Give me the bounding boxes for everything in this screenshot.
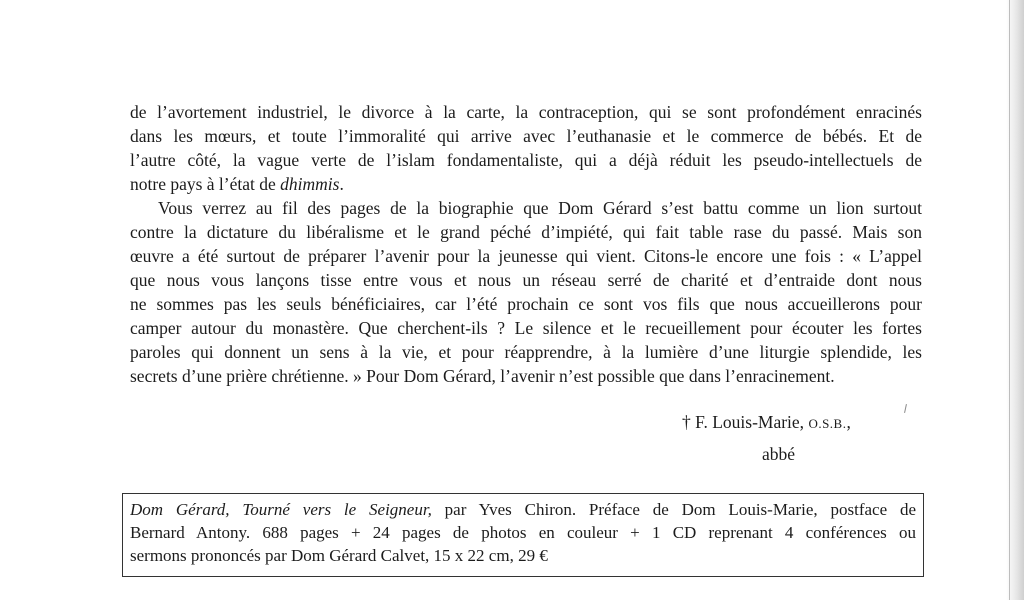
paragraph-1-line-4-text: notre pays à l’état de [130,174,281,194]
book-info-line-2: Bernard Antony. 688 pages + 24 pages de photos en couleur + 1 CD reprenant 4 conférences ou [130,523,916,542]
paragraph-1-line-4-period: . [339,174,344,194]
paragraph-2-line-6: camper autour du monastère. Que cherchent-ils ? Le silence et le recueillement pour écouter les fortes [130,318,922,338]
stray-mark [904,404,907,413]
paragraph-2-line-2: contre la dictature du libéralisme et le grand péché d’impiété, qui fait table rase du passé. Mais son [130,222,922,242]
paragraph-1-line-3: l’autre côté, la vague verte de l’islam fondamentaliste, qui a déjà réduit les pseudo-intellectuels de [130,150,922,170]
signature [682,410,851,436]
signature-comma: , [846,412,851,432]
book-info-line-1-rest: par Yves Chiron. Préface de Dom Louis-Marie, postface de [431,500,916,519]
paragraph-2-line-4: que nous vous lançons tisse entre vous et nous un réseau serré de charité et d’entraide dont nous [130,270,922,290]
paragraph-1-line-2: dans les mœurs, et toute l’immoralité qui arrive avec l’euthanasie et le commerce de bébés. Et de [130,126,922,146]
book-info-line-3: sermons prononcés par Dom Gérard Calvet, 15 x 22 cm, 29 € [130,546,548,565]
page-edge-line [1009,0,1010,600]
article-body [130,100,922,388]
paragraph-2-line-5: ne sommes pas les seuls bénéficiaires, car l’été prochain ce sont vos fils que nous accueillerons pour [130,294,922,314]
book-info-box [122,493,924,577]
book-info-line-1 [130,498,916,521]
paragraph-2-line-3: œuvre a été surtout de préparer l’avenir pour la jeunesse qui vient. Citons-le encore une fois : « L’appel [130,246,922,266]
signature-order: O.S.B. [808,416,847,431]
paragraph-1-line-4 [130,172,922,196]
paragraph-2 [130,196,922,388]
paragraph-1-line-1: de l’avortement industriel, le divorce à la carte, la contraception, qui se sont profondément enracinés [130,102,922,122]
paragraph-2-line-8: secrets d’une prière chrétienne. » Pour Dom Gérard, l’avenir n’est possible que dans l’enracinement. [130,366,835,386]
signature-name: † F. Louis-Marie, [682,412,809,432]
signature-title: abbé [762,444,796,464]
dhimmis-italic: dhimmis [280,174,340,194]
paragraph-1 [130,100,922,196]
paragraph-2-line-7: paroles qui donnent un sens à la vie, et pour réapprendre, à la lumière d’une liturgie splendide, les [130,342,922,362]
book-title: Dom Gérard, Tourné vers le Seigneur, [130,500,432,519]
paragraph-2-line-1: Vous verrez au fil des pages de la biographie que Dom Gérard s’est battu comme un lion surtout [158,198,922,218]
